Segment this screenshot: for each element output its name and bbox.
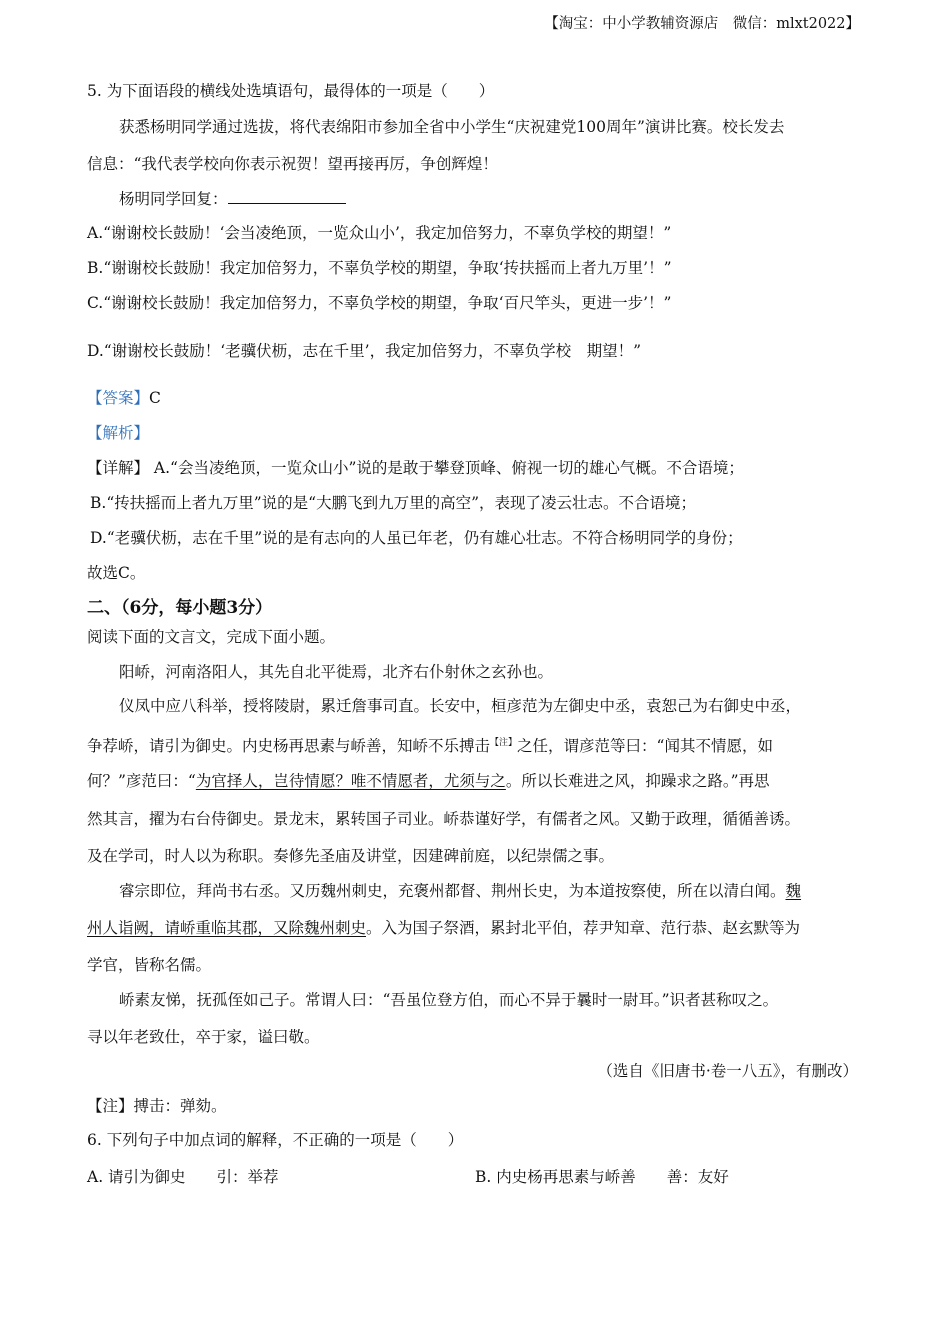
passage-p3-line1: [119, 880, 801, 902]
q5-option-c: C.“谢谢校长鼓励！我定加倍努力，不辜负学校的期望，争取‘百尺竿头，更进一步’！”: [87, 294, 672, 312]
q5-stem: 5. 为下面语段的横线处选填语句，最得体的一项是（ ）: [87, 82, 495, 100]
detail-conclusion: 故选C。: [87, 564, 146, 582]
detail-line-2: B.“抟扶摇而上者九万里”说的是“大鹏飞到九万里的高空”，表现了凌云壮志。不合语境；: [90, 494, 697, 512]
q5-option-d: D.“谢谢校长鼓励！‘老骥伏枥，志在千里’，我定加倍努力，不辜负学校 期望！”: [87, 342, 642, 360]
passage-p2-line2-a: 争荐峤，请引为御史。内史杨再思素与峤善，知峤不乐搏击: [87, 737, 491, 756]
passage-p2-line4: 然其言，擢为右台侍御史。景龙末，累转国子司业。峤恭谨好学，有儒者之风。又勤于政理，循循善诱。: [87, 810, 801, 828]
page-header: 【淘宝：中小学教辅资源店 微信：mlxt2022】: [544, 16, 860, 32]
underlined-sentence-2: 州人诣阙，请峤重临其郡，又除魏州刺史: [87, 919, 367, 937]
analysis-label: 【解析】: [87, 424, 150, 442]
detail-line-3: D.“老骥伏枥，志在千里”说的是有志向的人虽已年老，仍有雄心壮志。不符合杨明同学的身份；: [90, 529, 743, 547]
q5-reply-blank: [228, 189, 346, 204]
passage-source: （选自《旧唐书·卷一八五》，有删改）: [597, 1062, 858, 1080]
passage-p4-line2: 寻以年老致仕，卒于家，谥曰敬。: [87, 1028, 320, 1046]
passage-p1: 阳峤，河南洛阳人，其先自北平徙焉，北齐右仆射休之玄孙也。: [119, 663, 554, 681]
passage-p2-line2: [87, 732, 773, 757]
passage-p2-line5: 及在学司，时人以为称职。奏修先圣庙及讲堂，因建碑前庭，以纪崇儒之事。: [87, 847, 615, 865]
passage-p3-line1-a: 睿宗即位，拜尚书右丞。又历魏州刺史，充褒州都督、荆州长史，为本道按察使，所在以清白闻。: [119, 882, 786, 900]
answer-value: C: [149, 389, 161, 407]
passage-p2-line2-b: 之任，谓彦范等曰：“闻其不情愿，如: [517, 737, 773, 756]
q5-reply-label: 杨明同学回复：: [119, 190, 228, 208]
q5-paragraph-1: 获悉杨明同学通过选拔，将代表绵阳市参加全省中小学生“庆祝建党100周年”演讲比赛。校长发去: [119, 118, 785, 136]
q6-option-b: B. 内史杨再思素与峤善 善：友好: [475, 1168, 729, 1186]
passage-p2-line3-a: 何？”彦范曰：“: [87, 772, 196, 790]
passage-p2-line3: [87, 770, 770, 792]
section-intro: 阅读下面的文言文，完成下面小题。: [87, 628, 336, 646]
footnote-marker: 【注】: [490, 738, 518, 748]
q5-reply: [119, 188, 346, 210]
underlined-sentence-2-start: 魏: [785, 882, 802, 900]
detail-line-1: 【详解】 A.“会当凌绝顶，一览众山小”说的是敢于攀登顶峰、俯视一切的雄心气概。不合语境；: [87, 459, 744, 477]
q6-stem: 6. 下列句子中加点词的解释，不正确的一项是（ ）: [87, 1131, 464, 1149]
passage-p3-line3: 学官，皆称名儒。: [87, 956, 212, 974]
q5-paragraph-2: 信息：“我代表学校向你表示祝贺！望再接再厉，争创辉煌！: [87, 155, 498, 173]
q5-option-b: B.“谢谢校长鼓励！我定加倍努力，不辜负学校的期望，争取‘抟扶摇而上者九万里’！”: [87, 259, 672, 277]
section-heading: 二、（6分，每小题3分）: [87, 598, 273, 618]
passage-p4-line1: 峤素友悌，抚孤侄如己子。常谓人曰：“吾虽位登方伯，而心不异于曩时一尉耳。”识者甚称叹之。: [119, 991, 779, 1009]
q5-option-a: A.“谢谢校长鼓励！‘会当凌绝顶，一览众山小’，我定加倍努力，不辜负学校的期望！”: [87, 224, 672, 242]
answer-label: 【答案】: [87, 389, 150, 407]
q6-option-a: A. 请引为御史 引：举荐: [87, 1168, 279, 1186]
passage-p2-line3-b: 。所以长难进之风，抑躁求之路。”再思: [505, 772, 770, 790]
passage-note: 【注】搏击：弹劾。: [87, 1097, 227, 1115]
underlined-sentence-1: 为官择人，岂待情愿？唯不情愿者，尤须与之: [195, 772, 506, 790]
passage-p3-line2-b: 。入为国子祭酒，累封北平伯，荐尹知章、范行恭、赵玄默等为: [366, 919, 801, 937]
passage-p3-line2: [87, 917, 800, 939]
passage-p2-line1: 仪凤中应八科举，授将陵尉，累迁詹事司直。长安中，桓彦范为左御史中丞，袁恕己为右御史中丞，: [119, 697, 802, 715]
q5-answer: [87, 387, 161, 409]
